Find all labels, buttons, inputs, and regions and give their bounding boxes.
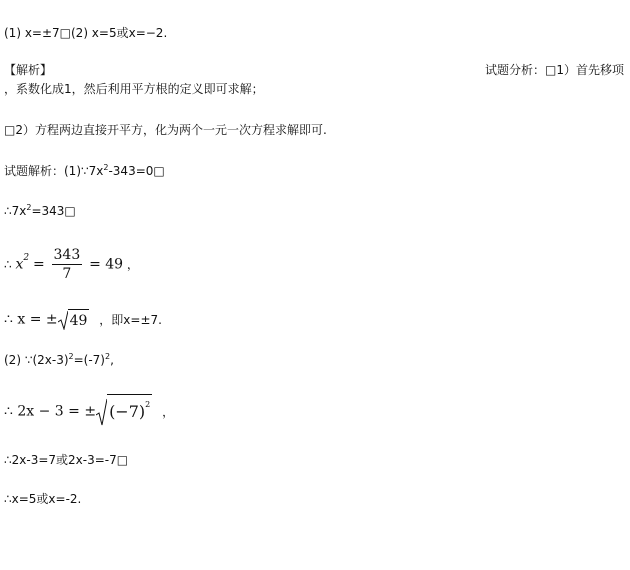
step3-lhs: ∴ x = ± [4,311,58,328]
step2-sup: 2 [23,253,30,263]
step4-radicand-text: (−7) [109,402,146,421]
analysis-point2-text: □2）方程两边直接开平方，化为两个一元一次方程求解即可. [4,123,327,137]
step2-formula [4,244,139,286]
step3-end: ，即x=±7. [99,312,162,327]
step2-denominator: 7 [62,266,72,282]
part2-a: (2) ∵(2x-3) [4,353,69,367]
step3-radical [58,309,90,331]
step1-a: ∴7x [4,204,27,218]
part2-sup1: 2 [68,352,74,361]
analysis-point1-start: □1）首先移项 [545,63,624,77]
analysis-title: 【解析】 [4,63,53,77]
step2-x: x [15,256,24,273]
solution-intro-rest: -343=0□ [108,164,165,178]
analysis-header [4,62,52,78]
analysis-point2 [4,122,327,138]
step3-radicand: 49 [68,309,90,331]
step2-eq: = [32,256,45,273]
step1 [4,203,76,221]
sqrt-icon [96,398,107,426]
step2-therefore: ∴ [4,257,12,272]
step2-result: = 49 [89,256,124,273]
analysis-point1-rest: ，系数化成1，然后利用平方根的定义即可求解； [4,82,264,96]
step1-sup: 2 [26,203,32,212]
part2-b: =(-7) [73,353,105,367]
part2-sup2: 2 [105,352,111,361]
step4-formula [4,394,174,429]
step6-text: ∴x=5或x=-2. [4,492,82,506]
step5-text: ∴2x-3=7或2x-3=-7□ [4,453,129,467]
answer-text: (1) x=±7□(2) x=5或x=−2. [4,26,168,40]
step4-end: ， [162,404,175,419]
analysis-point1-tail [4,81,264,97]
step2-end: ， [126,257,139,272]
solution-intro-sup: 2 [103,163,109,172]
step4-radicand [107,394,152,429]
step3-formula [4,309,162,331]
solution-intro [4,163,165,181]
step4-sup: 2 [145,400,151,409]
step5 [4,452,128,468]
step2-fraction [52,246,83,283]
sqrt-icon [58,310,68,330]
solution-intro-text: 试题解析：(1)∵7x [4,164,104,178]
answer-line [4,25,167,41]
step6 [4,491,81,507]
step2-numerator: 343 [53,247,81,263]
analysis-point1-head [485,62,624,78]
analysis-tag: 试题分析： [485,63,546,77]
part2-given [4,352,114,370]
step1-b: =343□ [31,204,76,218]
step4-lhs: ∴ 2x − 3 = ± [4,403,97,420]
step4-radical [96,394,152,429]
part2-c: , [110,353,114,367]
